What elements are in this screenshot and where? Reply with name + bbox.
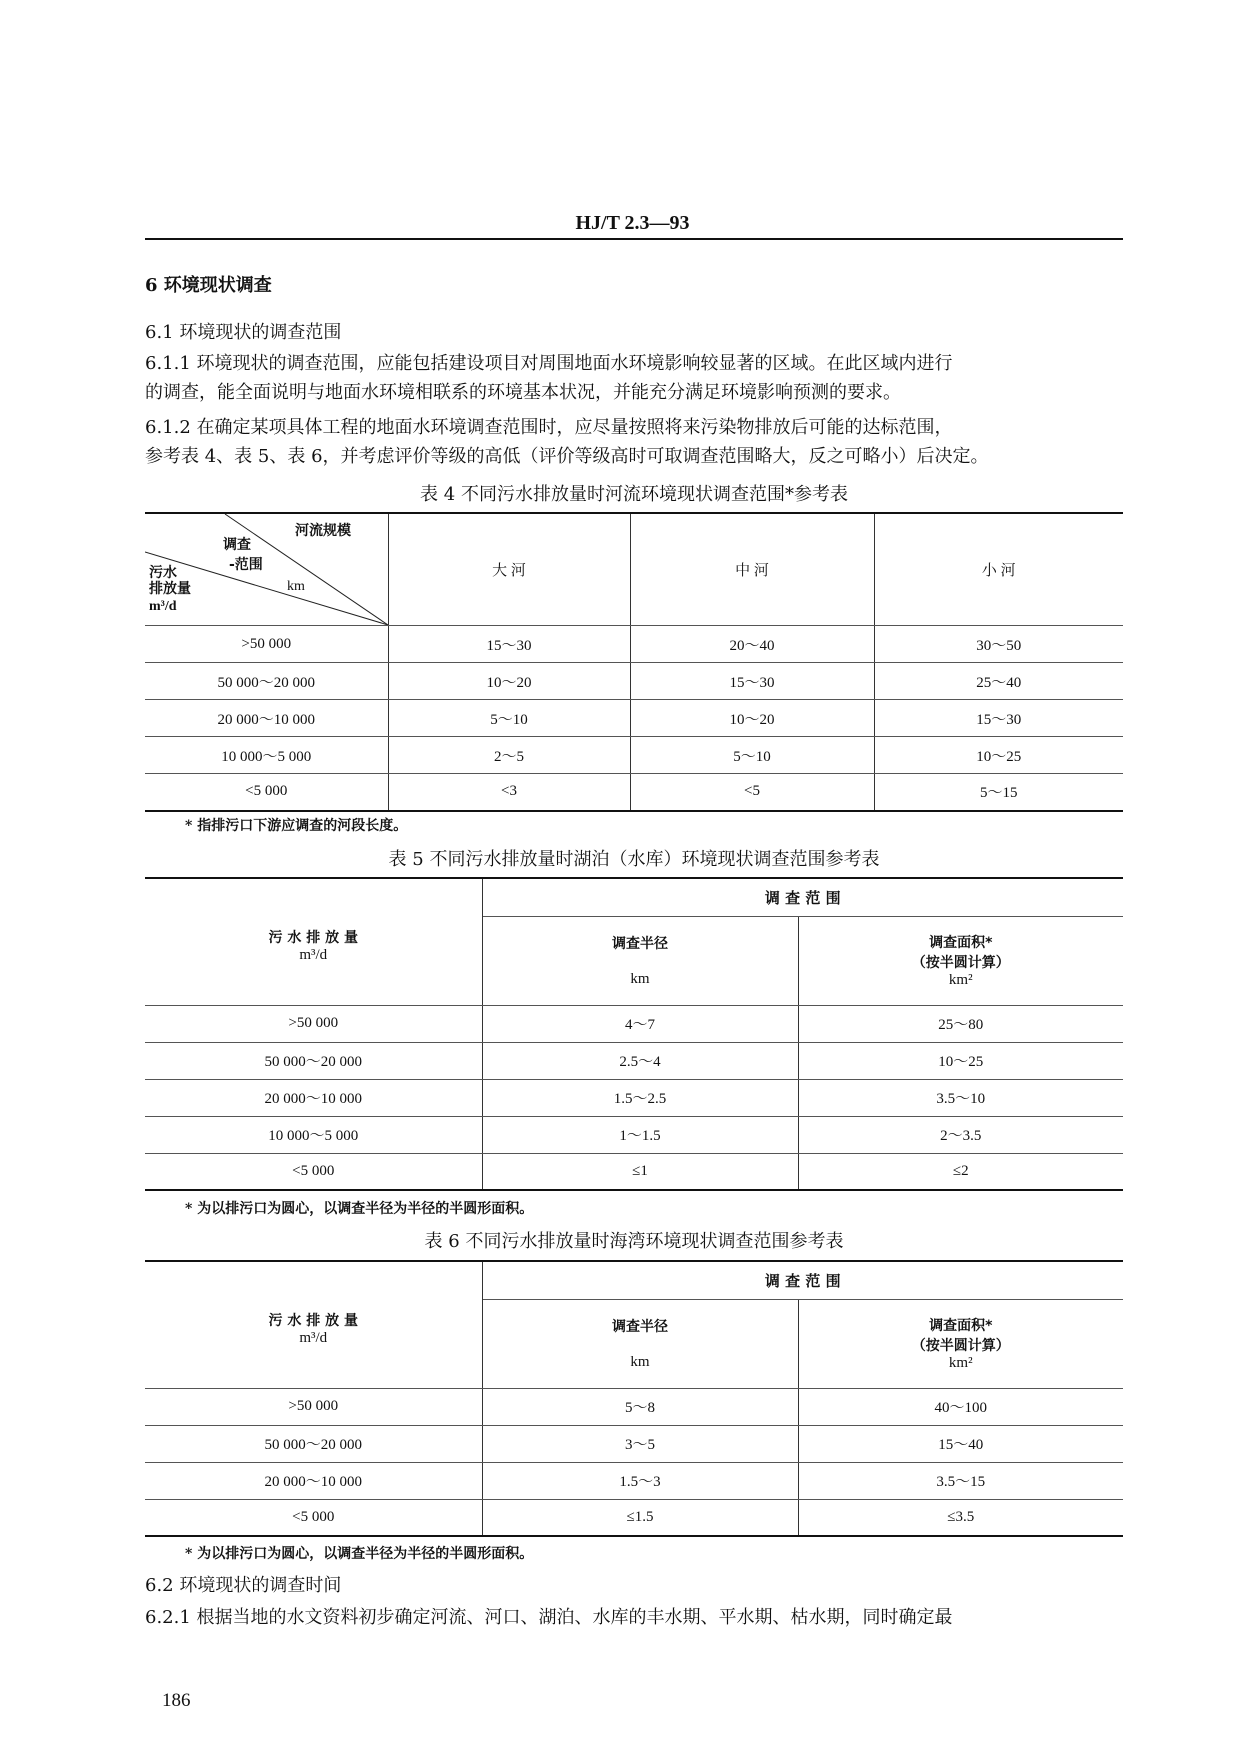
table5-area-sub: （按半圆计算） xyxy=(911,955,1010,971)
table6-caption: 表 6 不同污水排放量时海湾环境现状调查范围参考表 xyxy=(424,1231,844,1252)
value-cell: 5～10 xyxy=(388,700,630,737)
table6-flow-header xyxy=(145,1261,482,1388)
table5-radius-label: 调查半径 xyxy=(612,936,668,952)
table6-radius-unit: km xyxy=(630,1354,650,1370)
flow-cell: 50 000～20 000 xyxy=(145,1425,482,1462)
page-number: 186 xyxy=(162,1690,191,1711)
value-cell: 20～40 xyxy=(630,626,874,663)
value-cell: 30～50 xyxy=(874,626,1123,663)
table4-caption: 表 4 不同污水排放量时河流环境现状调查范围*参考表 xyxy=(420,484,848,505)
table6-flow-label: 污 水 排 放 量 xyxy=(268,1313,358,1329)
table6-radius-header xyxy=(482,1299,798,1388)
value-cell: 1.5～3 xyxy=(482,1462,798,1499)
table-row xyxy=(145,1079,1123,1116)
value-cell: 1～1.5 xyxy=(482,1116,798,1153)
section-6-1-1-line1: 6.1.1 环境现状的调查范围，应能包括建设项目对周围地面水环境影响较显著的区域。在此区域内进行 xyxy=(145,353,953,374)
table4-corner-diagonals xyxy=(145,514,388,625)
table5-area-label: 调查面积* xyxy=(929,935,993,951)
table4-note: * 指排污口下游应调查的河段长度。 xyxy=(185,818,408,834)
table4-col-large: 大 河 xyxy=(388,513,630,626)
table4-corner-sewage: 污水 xyxy=(149,565,177,581)
flow-cell: <5 000 xyxy=(145,774,388,811)
table5-flow-header xyxy=(145,878,482,1005)
value-cell: 2～3.5 xyxy=(798,1116,1123,1153)
flow-cell: >50 000 xyxy=(145,1005,482,1042)
table6-radius-label: 调查半径 xyxy=(612,1319,668,1335)
flow-cell: 50 000～20 000 xyxy=(145,1042,482,1079)
section-6-2-1: 6.2.1 根据当地的水文资料初步确定河流、河口、湖泊、水库的丰水期、平水期、枯水期，同时确定最 xyxy=(145,1607,953,1628)
section-6-1-2 xyxy=(145,413,1123,471)
table-row xyxy=(145,1499,1123,1536)
value-cell: 25～80 xyxy=(798,1005,1123,1042)
flow-cell: 10 000～5 000 xyxy=(145,1116,482,1153)
table5-radius-header xyxy=(482,916,798,1005)
value-cell: 15～40 xyxy=(798,1425,1123,1462)
table6 xyxy=(145,1260,1123,1537)
table4-corner-survey: 调查 xyxy=(223,537,251,553)
table5-flow-unit: m³/d xyxy=(299,947,328,963)
table5-caption: 表 5 不同污水排放量时湖泊（水库）环境现状调查范围参考表 xyxy=(388,849,880,870)
section-6-title: 6 环境现状调查 xyxy=(145,275,272,296)
value-cell: ≤1 xyxy=(482,1153,798,1190)
value-cell: 3.5～15 xyxy=(798,1462,1123,1499)
value-cell: 3.5～10 xyxy=(798,1079,1123,1116)
table-row xyxy=(145,737,1123,774)
table-row xyxy=(145,1005,1123,1042)
document-code: HJ/T 2.3—93 xyxy=(575,212,690,234)
table-row xyxy=(145,1425,1123,1462)
value-cell: 3～5 xyxy=(482,1425,798,1462)
value-cell: 10～20 xyxy=(630,700,874,737)
value-cell: 5～15 xyxy=(874,774,1123,811)
value-cell: 10～25 xyxy=(874,737,1123,774)
table-row xyxy=(145,1153,1123,1190)
table4-corner-river-scale: 河流规模 xyxy=(295,523,351,539)
table6-flow-unit: m³/d xyxy=(299,1330,328,1346)
table4 xyxy=(145,512,1123,812)
table6-area-sub: （按半圆计算） xyxy=(911,1338,1010,1354)
table6-area-label: 调查面积* xyxy=(929,1318,993,1334)
flow-cell: 20 000～10 000 xyxy=(145,700,388,737)
flow-cell: >50 000 xyxy=(145,626,388,663)
value-cell: 2.5～4 xyxy=(482,1042,798,1079)
value-cell: <3 xyxy=(388,774,630,811)
table5-radius-unit: km xyxy=(630,971,650,987)
table4-corner-discharge: 排放量 xyxy=(149,581,191,597)
value-cell: ≤1.5 xyxy=(482,1499,798,1536)
value-cell: 15～30 xyxy=(874,700,1123,737)
flow-cell: <5 000 xyxy=(145,1499,482,1536)
flow-cell: 10 000～5 000 xyxy=(145,737,388,774)
value-cell: 2～5 xyxy=(388,737,630,774)
table-row xyxy=(145,626,1123,663)
value-cell: 5～8 xyxy=(482,1388,798,1425)
table-row xyxy=(145,700,1123,737)
table-row xyxy=(145,1462,1123,1499)
value-cell: 25～40 xyxy=(874,663,1123,700)
table5-range-header: 调 查 范 围 xyxy=(482,878,1123,916)
flow-cell: 20 000～10 000 xyxy=(145,1462,482,1499)
value-cell: ≤3.5 xyxy=(798,1499,1123,1536)
value-cell: 10～20 xyxy=(388,663,630,700)
flow-cell: 20 000～10 000 xyxy=(145,1079,482,1116)
table6-area-header xyxy=(798,1299,1123,1388)
table5-note: * 为以排污口为圆心，以调查半径为半径的半圆形面积。 xyxy=(185,1201,534,1217)
table5-flow-label: 污 水 排 放 量 xyxy=(268,930,358,946)
table6-range-header: 调 查 范 围 xyxy=(482,1261,1123,1299)
section-6-1-1-line2: 的调查，能全面说明与地面水环境相联系的环境基本状况，并能充分满足环境影响预测的要求。 xyxy=(145,382,901,403)
value-cell: 15～30 xyxy=(388,626,630,663)
table4-col-medium: 中 河 xyxy=(630,513,874,626)
flow-cell: 50 000～20 000 xyxy=(145,663,388,700)
section-6-1-1 xyxy=(145,349,1123,407)
header-rule xyxy=(145,238,1123,240)
table4-corner-range: -范围 xyxy=(229,557,263,573)
value-cell: <5 xyxy=(630,774,874,811)
table6-note: * 为以排污口为圆心，以调查半径为半径的半圆形面积。 xyxy=(185,1546,534,1562)
table4-col-small: 小 河 xyxy=(874,513,1123,626)
value-cell: 10～25 xyxy=(798,1042,1123,1079)
section-6-1-2-line1: 6.1.2 在确定某项具体工程的地面水环境调查范围时，应尽量按照将来污染物排放后可能的达标范围， xyxy=(145,417,953,438)
table-row xyxy=(145,663,1123,700)
table4-corner-unit: m³/d xyxy=(149,599,177,614)
table5-area-header xyxy=(798,916,1123,1005)
value-cell: 1.5～2.5 xyxy=(482,1079,798,1116)
flow-cell: <5 000 xyxy=(145,1153,482,1190)
table-row xyxy=(145,1388,1123,1425)
section-6-1-title: 6.1 环境现状的调查范围 xyxy=(145,322,342,343)
table-row xyxy=(145,1116,1123,1153)
section-6-2-title: 6.2 环境现状的调查时间 xyxy=(145,1575,342,1596)
table-row xyxy=(145,774,1123,811)
table6-area-unit: km² xyxy=(948,1355,973,1371)
value-cell: 5～10 xyxy=(630,737,874,774)
section-6-1-2-line2: 参考表 4、表 5、表 6，并考虑评价等级的高低（评价等级高时可取调查范围略大，反之可略小）后决定。 xyxy=(145,446,989,467)
value-cell: 40～100 xyxy=(798,1388,1123,1425)
table4-corner-cell xyxy=(145,513,388,626)
flow-cell: >50 000 xyxy=(145,1388,482,1425)
value-cell: 15～30 xyxy=(630,663,874,700)
table-row xyxy=(145,1042,1123,1079)
value-cell: 4～7 xyxy=(482,1005,798,1042)
table4-corner-km: km xyxy=(287,579,305,594)
table5-area-unit: km² xyxy=(948,972,973,988)
table5 xyxy=(145,877,1123,1191)
value-cell: ≤2 xyxy=(798,1153,1123,1190)
